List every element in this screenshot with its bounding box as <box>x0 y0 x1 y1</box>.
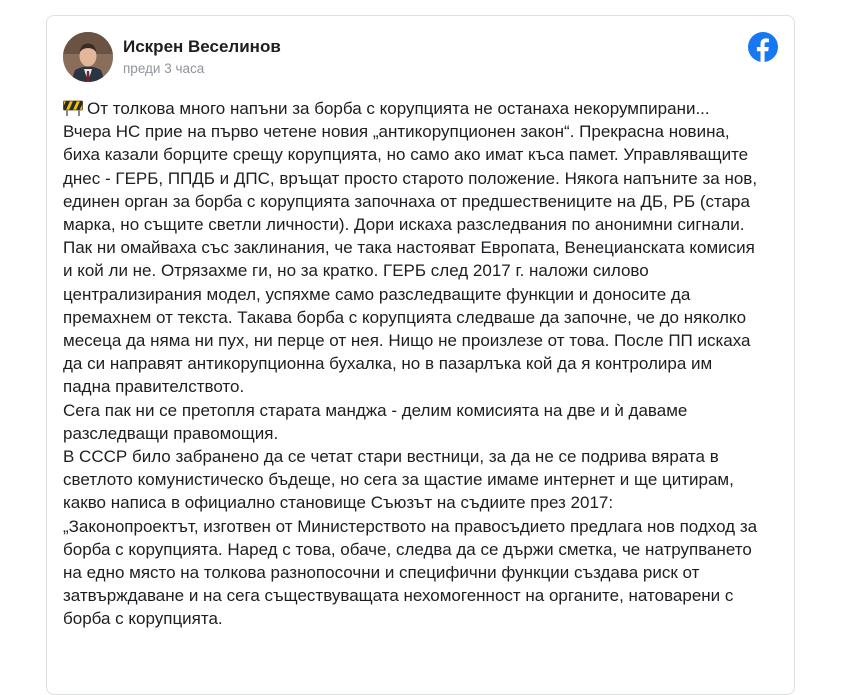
post-line: борба с корупцията. <box>63 609 223 629</box>
post-line: Пак ни омайваха със заклинания, че така настояват Европата, Венецианската комисия <box>63 238 755 258</box>
post-line: какво написа в официално становище Съюзът на съдиите през 2017: <box>63 493 614 513</box>
facebook-logo-icon[interactable] <box>748 32 778 62</box>
post-line: да си направят антикорупционна бухалка, но в пазарлъка кой да я контролира им <box>63 354 713 374</box>
post-line: премахнем от текста. Такава борба с корупцията следваше да започне, че до няколко <box>63 307 747 327</box>
author-avatar[interactable] <box>63 32 113 82</box>
post-line: единен орган за борба с корупцията започнаха от предшествениците на ДБ, РБ (стара <box>63 191 750 211</box>
post-card <box>46 15 795 695</box>
post-line: падна правителството. <box>63 377 245 397</box>
post-line: „Законопроектът, изготвен от Министерството на правосъдието предлага нов подход за <box>63 516 758 536</box>
post-line: Сега пак ни се претопля старата манджа - делим комисията на две и ѝ даваме <box>63 400 688 420</box>
post-line: днес - ГЕРБ, ППДБ и ДПС, връщат просто старото положение. Някога напъните за нов, <box>63 168 758 188</box>
post-line: разследващи правомощия. <box>63 423 279 443</box>
post-line: биха казали борците срещу корупцията, но само ако имат къса памет. Управляващите <box>63 145 749 165</box>
post-line: затвърждаване и на сега съществуващата нехомогенност на органите, натоварени с <box>63 586 734 606</box>
construction-sign-icon <box>63 100 83 116</box>
post-line: марка, но същите светли личности). Дори искаха разследвания по анонимни сигнали. <box>63 215 745 235</box>
post-line: Вчера НС прие на първо четене новия „антикорупционен закон“. Прекрасна новина, <box>63 122 730 142</box>
author-name[interactable]: Искрен Веселинов <box>123 37 281 56</box>
post-header <box>63 32 778 88</box>
post-line: на едно място на толкова разнопосочни и специфични функции създава риск от <box>63 563 700 583</box>
post-line: централизирания модел, успяхме само разследващите функции и доносите да <box>63 284 691 304</box>
post-line: месеца да няма ни пух, ни перце от нея. Нищо не произлезе от това. После ПП искаха <box>63 331 751 351</box>
post-line: светлото комунистическо бъдеще, но сега за щастие имаме интернет и ще цитирам, <box>63 470 734 490</box>
post-line: борба с корупцията. Наред с това, обаче, следва да се държи сметка, че натрупването <box>63 539 752 559</box>
post-line: В СССР било забранено да се четат стари вестници, за да не се подрива вярата в <box>63 447 719 467</box>
post-line: От толкова много напъни за борба с корупцията не останаха некорумпирани... <box>63 97 788 120</box>
post-timestamp[interactable]: преди 3 часа <box>123 61 205 76</box>
post-text <box>63 97 788 631</box>
post-line: и кой ли не. Отрязахме ги, но за кратко. ГЕРБ след 2017 г. наложи силово <box>63 261 649 281</box>
avatar-image <box>63 32 113 82</box>
